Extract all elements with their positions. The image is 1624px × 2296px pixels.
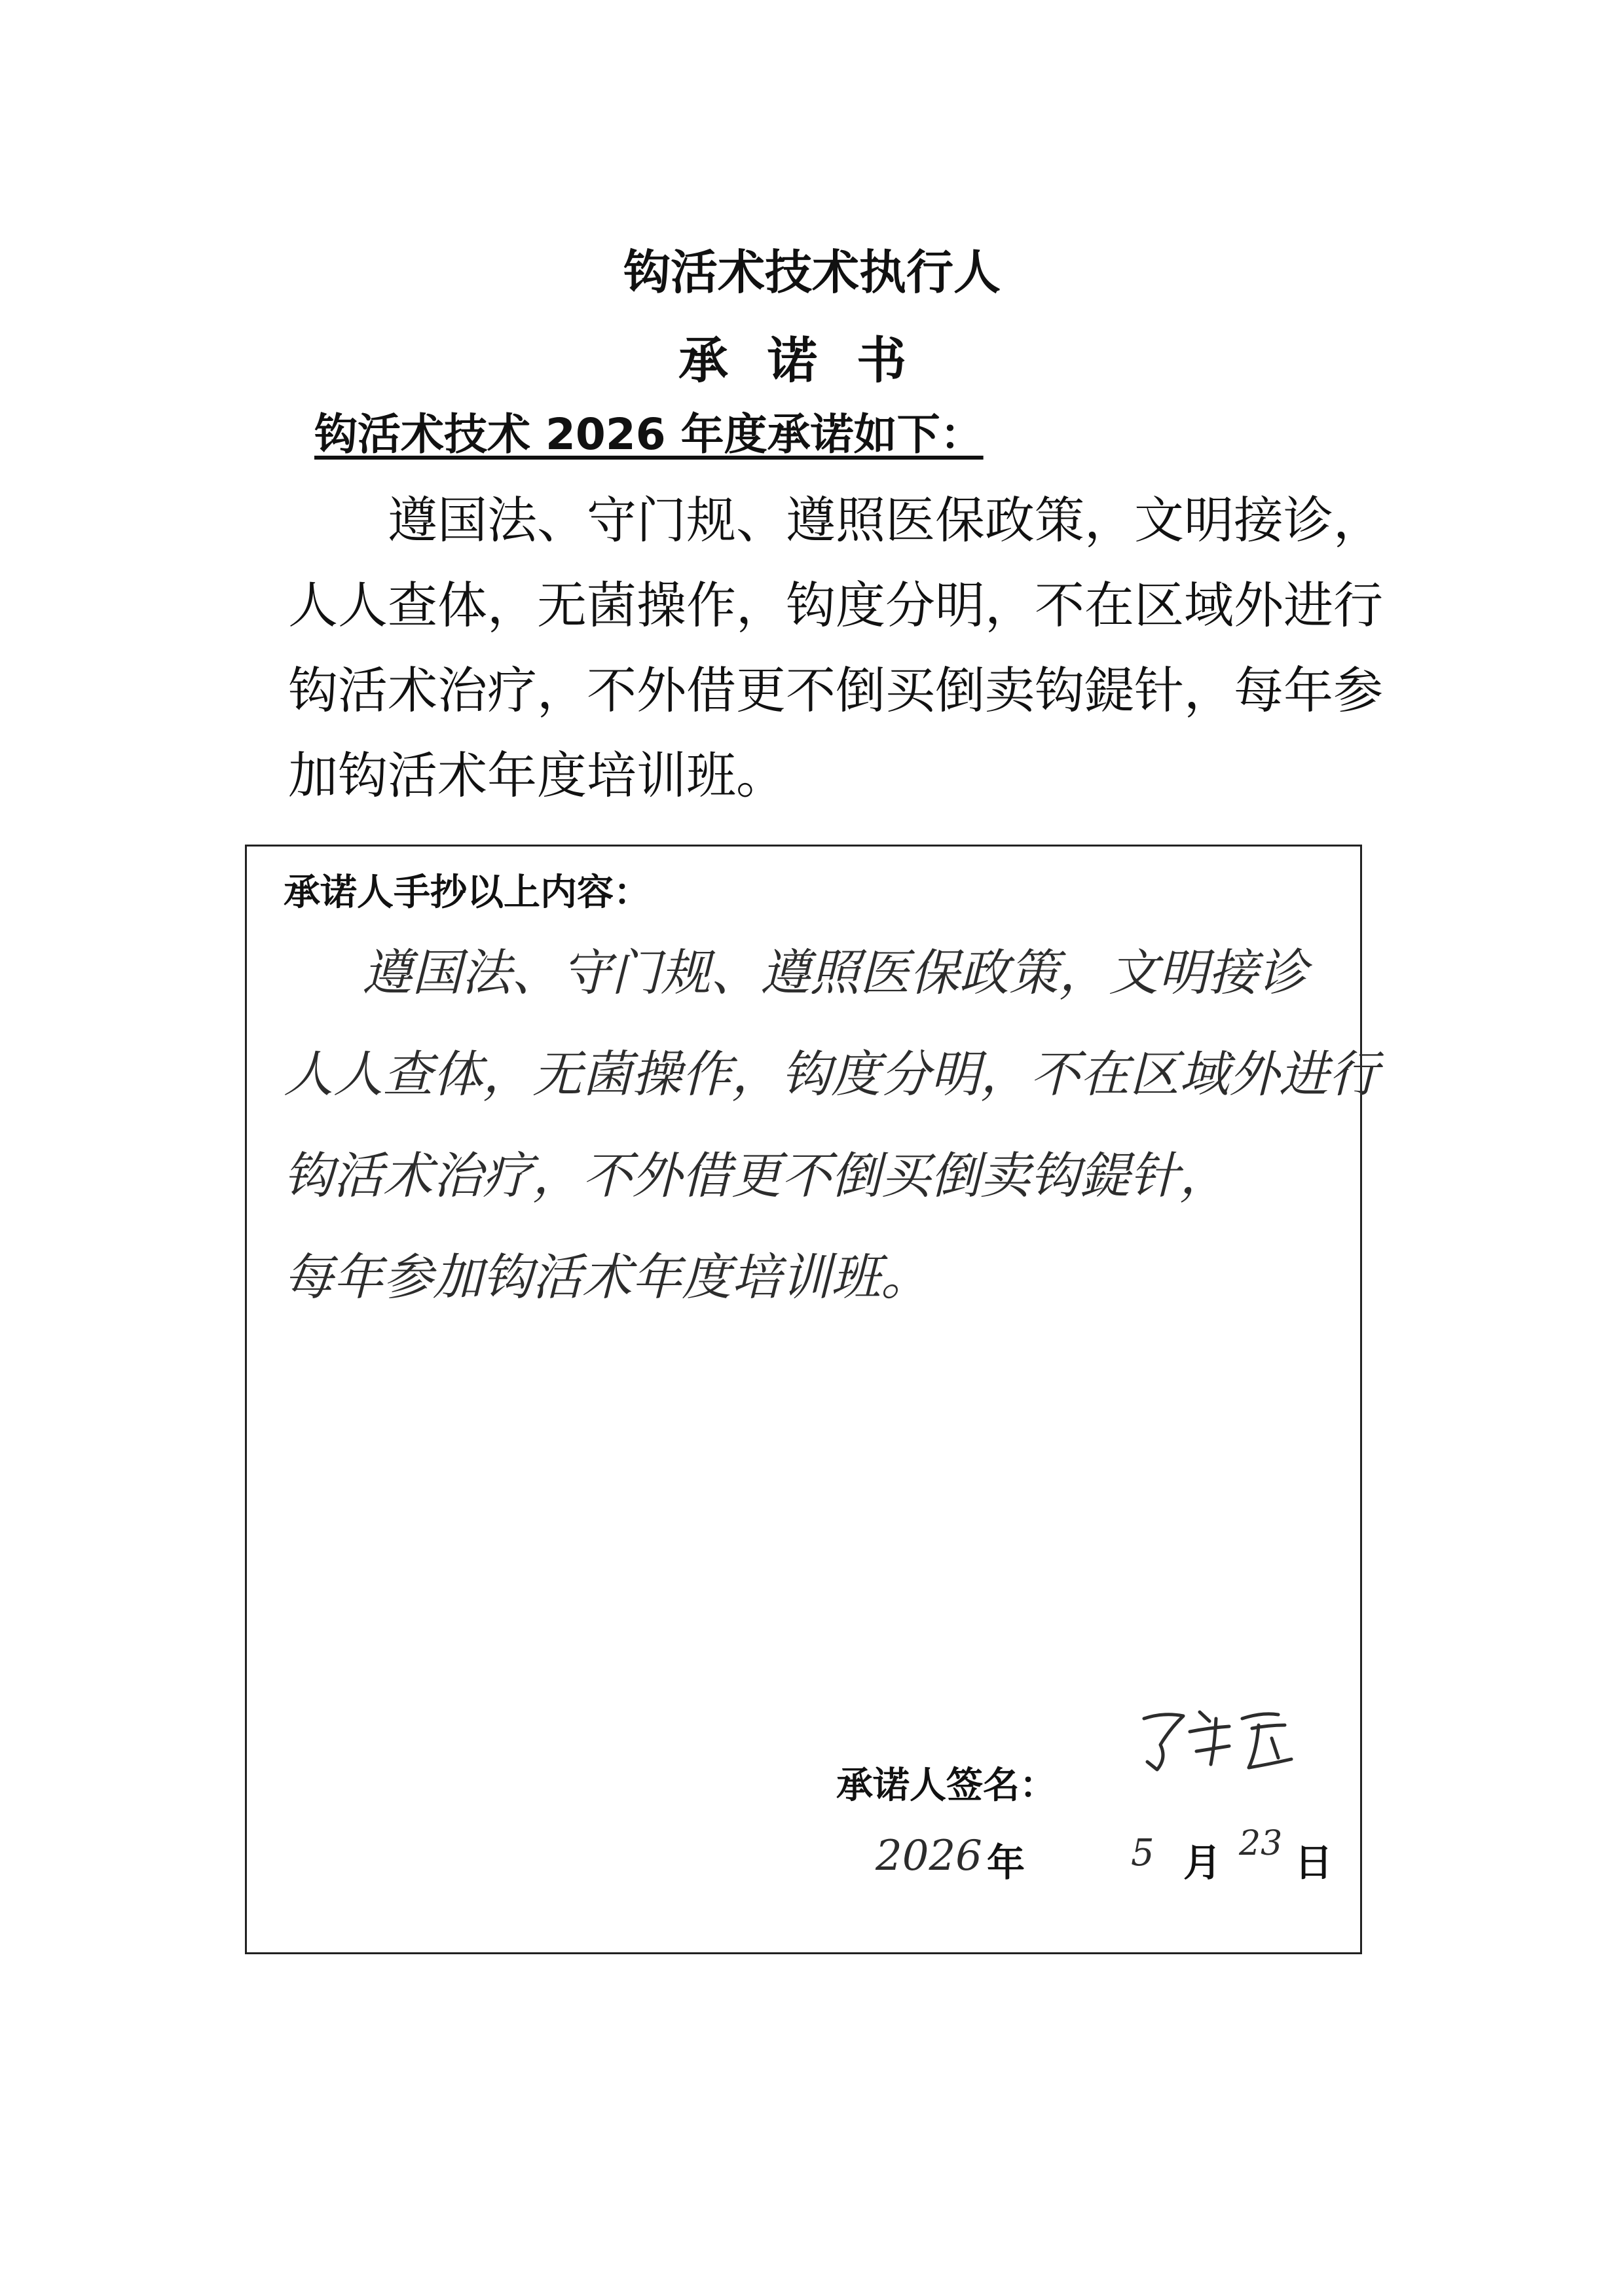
date-month-value: 5 — [1131, 1832, 1154, 1874]
handwritten-line: 每年参加钩活术年度培训班。 — [284, 1248, 931, 1306]
handwritten-line: 人人查体，无菌操作，钩度分明，不在区域外进行 — [284, 1045, 1378, 1103]
signature-label: 承诺人签名： — [836, 1764, 1056, 1807]
document-subtitle: 承诺书 — [678, 331, 946, 390]
handcopy-label: 承诺人手抄以上内容： — [284, 871, 650, 914]
date-day-value: 23 — [1239, 1824, 1283, 1863]
date-year-label: 年 — [987, 1840, 1025, 1885]
document-title: 钩活术技术执行人 — [623, 245, 1001, 300]
signature-date — [876, 1824, 1334, 1891]
date-month-label: 月 — [1183, 1840, 1222, 1885]
handwritten-line: 遵国法、守门规、遵照医保政策，文明接诊 — [362, 943, 1308, 1002]
intro-line: 钩活术技术 2026 年度承诺如下： — [314, 409, 984, 460]
pledge-body: 遵国法、守门规、遵照医保政策，文明接诊，人人查体，无菌操作，钩度分明，不在区域外进行钩活术治疗，不外借更不倒买倒卖钩鍉针，每年参加钩活术年度培训班。 — [288, 491, 1383, 805]
date-day-label: 日 — [1295, 1840, 1333, 1885]
handcopy-box — [245, 845, 1378, 1954]
handwritten-signature — [1137, 1699, 1308, 1780]
date-year-value: 2026 — [876, 1832, 982, 1880]
handwritten-line: 钩活术治疗，不外借更不倒买倒卖钩鍉针， — [284, 1146, 1229, 1205]
handwritten-copy — [284, 922, 1378, 1328]
